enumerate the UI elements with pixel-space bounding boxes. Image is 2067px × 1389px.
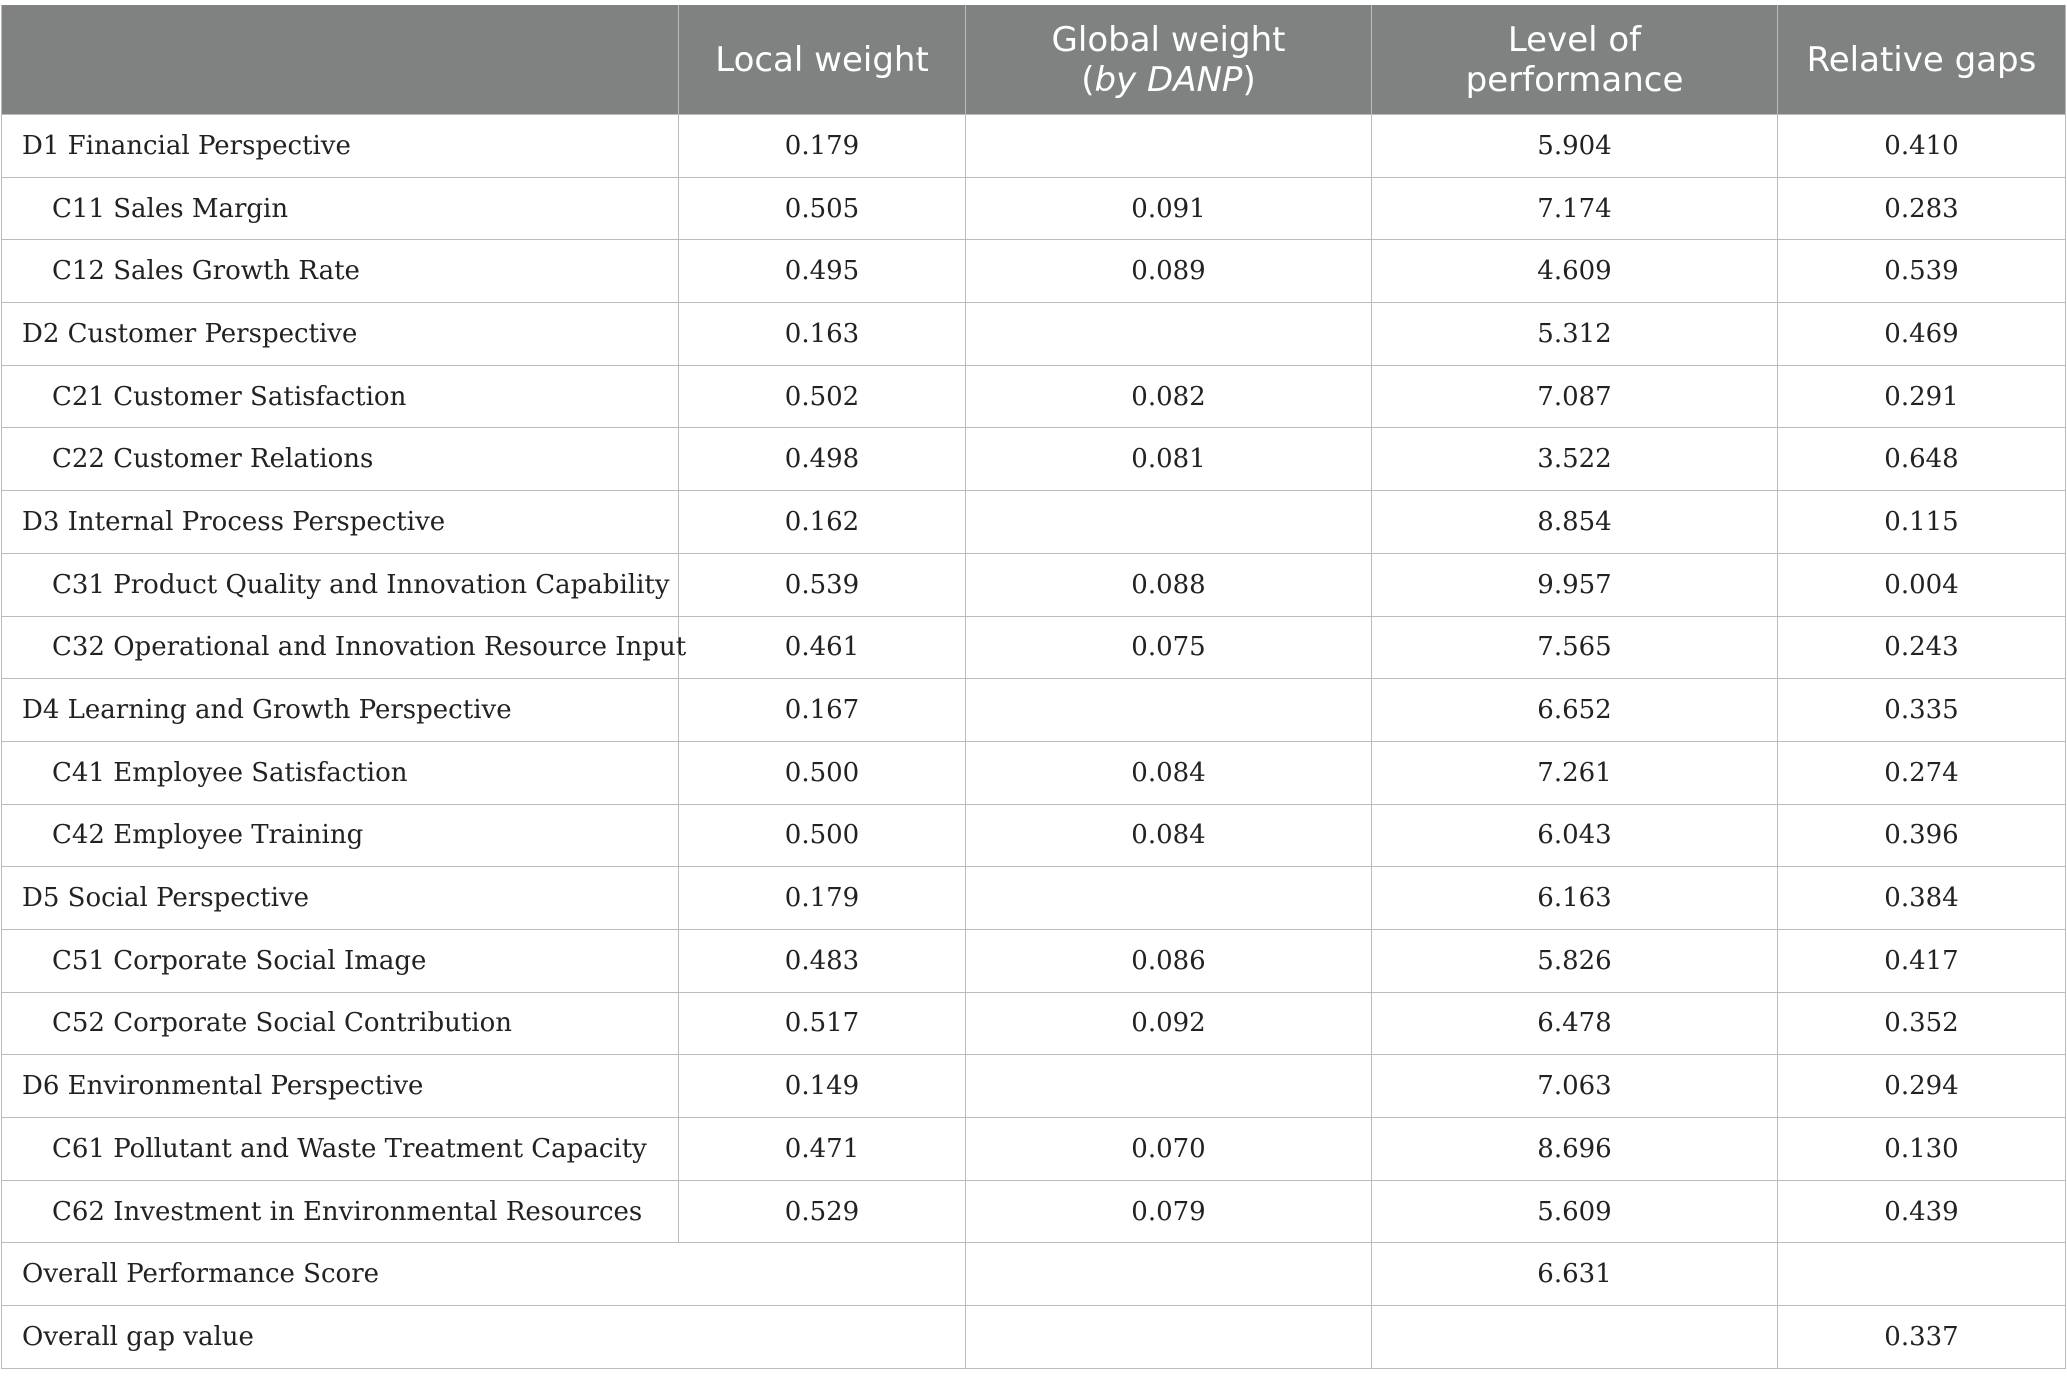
overall-score-gap-empty xyxy=(1778,1243,2066,1306)
row-label: C52 Corporate Social Contribution xyxy=(2,992,679,1055)
level-value: 3.522 xyxy=(1372,428,1778,491)
local-value: 0.502 xyxy=(679,365,966,428)
local-value: 0.162 xyxy=(679,491,966,554)
local-value: 0.517 xyxy=(679,992,966,1055)
header-global-weight-line1: Global weight xyxy=(1051,19,1286,60)
level-value: 7.063 xyxy=(1372,1055,1778,1118)
global-value xyxy=(966,679,1372,742)
header-blank-cell xyxy=(2,5,679,115)
level-value: 7.261 xyxy=(1372,741,1778,804)
table-body xyxy=(2,115,2066,1369)
global-value: 0.091 xyxy=(966,177,1372,240)
overall-score-global-empty xyxy=(966,1243,1372,1306)
header-relative-gaps xyxy=(1778,5,2066,115)
local-value: 0.500 xyxy=(679,804,966,867)
row-label: C31 Product Quality and Innovation Capability xyxy=(2,553,679,616)
global-value xyxy=(966,1055,1372,1118)
criterion-row xyxy=(2,1180,2066,1243)
criterion-row xyxy=(2,616,2066,679)
local-value: 0.483 xyxy=(679,929,966,992)
global-value: 0.070 xyxy=(966,1118,1372,1181)
level-value: 4.609 xyxy=(1372,240,1778,303)
local-value: 0.179 xyxy=(679,115,966,178)
gap-value: 0.283 xyxy=(1778,177,2066,240)
dimension-row xyxy=(2,491,2066,554)
gap-value: 0.384 xyxy=(1778,867,2066,930)
header-level-of-performance xyxy=(1372,5,1778,115)
level-value: 8.854 xyxy=(1372,491,1778,554)
row-label: C61 Pollutant and Waste Treatment Capacity xyxy=(2,1118,679,1181)
criterion-row xyxy=(2,177,2066,240)
overall-gap-level-empty xyxy=(1372,1306,1778,1369)
overall-gap-label: Overall gap value xyxy=(2,1306,679,1369)
local-value: 0.539 xyxy=(679,553,966,616)
level-value: 5.609 xyxy=(1372,1180,1778,1243)
gap-value: 0.439 xyxy=(1778,1180,2066,1243)
overall-gap-row xyxy=(2,1306,2066,1369)
row-label: C42 Employee Training xyxy=(2,804,679,867)
global-value: 0.084 xyxy=(966,741,1372,804)
level-value: 6.652 xyxy=(1372,679,1778,742)
gap-value: 0.130 xyxy=(1778,1118,2066,1181)
level-value: 6.163 xyxy=(1372,867,1778,930)
gap-value: 0.410 xyxy=(1778,115,2066,178)
criterion-row xyxy=(2,553,2066,616)
level-value: 6.043 xyxy=(1372,804,1778,867)
row-label: C12 Sales Growth Rate xyxy=(2,240,679,303)
header-local-weight xyxy=(679,5,966,115)
row-label: C22 Customer Relations xyxy=(2,428,679,491)
global-value: 0.088 xyxy=(966,553,1372,616)
dimension-row xyxy=(2,115,2066,178)
local-value: 0.179 xyxy=(679,867,966,930)
gap-value: 0.352 xyxy=(1778,992,2066,1055)
gap-value: 0.004 xyxy=(1778,553,2066,616)
level-value: 7.565 xyxy=(1372,616,1778,679)
local-value: 0.529 xyxy=(679,1180,966,1243)
row-label: C51 Corporate Social Image xyxy=(2,929,679,992)
criterion-row xyxy=(2,992,2066,1055)
global-value: 0.086 xyxy=(966,929,1372,992)
local-value: 0.163 xyxy=(679,303,966,366)
global-value xyxy=(966,115,1372,178)
local-value: 0.167 xyxy=(679,679,966,742)
header-local-weight-text: Local weight xyxy=(715,39,929,80)
gap-value: 0.417 xyxy=(1778,929,2066,992)
row-label: D3 Internal Process Perspective xyxy=(2,491,679,554)
gap-value: 0.396 xyxy=(1778,804,2066,867)
header-level-line1: Level of xyxy=(1507,19,1642,60)
gap-value: 0.291 xyxy=(1778,365,2066,428)
overall-gap-value: 0.337 xyxy=(1778,1306,2066,1369)
level-value: 7.087 xyxy=(1372,365,1778,428)
header-global-open-paren: ( xyxy=(1081,59,1095,100)
row-label: C11 Sales Margin xyxy=(2,177,679,240)
row-label: D1 Financial Perspective xyxy=(2,115,679,178)
local-value: 0.498 xyxy=(679,428,966,491)
row-label: D5 Social Perspective xyxy=(2,867,679,930)
local-value: 0.495 xyxy=(679,240,966,303)
level-value: 9.957 xyxy=(1372,553,1778,616)
row-label: C62 Investment in Environmental Resources xyxy=(2,1180,679,1243)
gap-value: 0.115 xyxy=(1778,491,2066,554)
criterion-row xyxy=(2,1118,2066,1181)
dimension-row xyxy=(2,1055,2066,1118)
level-value: 8.696 xyxy=(1372,1118,1778,1181)
global-value xyxy=(966,303,1372,366)
header-level-line2: performance xyxy=(1465,59,1684,100)
results-table-container xyxy=(1,5,2065,1369)
level-value: 5.904 xyxy=(1372,115,1778,178)
overall-gap-local-empty xyxy=(679,1306,966,1369)
dimension-row xyxy=(2,679,2066,742)
row-label: C32 Operational and Innovation Resource Input xyxy=(2,616,679,679)
row-label: C41 Employee Satisfaction xyxy=(2,741,679,804)
row-label: D6 Environmental Perspective xyxy=(2,1055,679,1118)
performance-table xyxy=(1,5,2066,1369)
dimension-row xyxy=(2,867,2066,930)
header-relative-gaps-text: Relative gaps xyxy=(1806,39,2037,80)
gap-value: 0.539 xyxy=(1778,240,2066,303)
gap-value: 0.648 xyxy=(1778,428,2066,491)
global-value: 0.075 xyxy=(966,616,1372,679)
gap-value: 0.469 xyxy=(1778,303,2066,366)
overall-score-local-empty xyxy=(679,1243,966,1306)
level-value: 6.478 xyxy=(1372,992,1778,1055)
dimension-row xyxy=(2,303,2066,366)
local-value: 0.505 xyxy=(679,177,966,240)
local-value: 0.471 xyxy=(679,1118,966,1181)
overall-gap-global-empty xyxy=(966,1306,1372,1369)
header-global-close-paren: ) xyxy=(1242,59,1256,100)
table-header xyxy=(2,5,2066,115)
global-value: 0.079 xyxy=(966,1180,1372,1243)
global-value: 0.082 xyxy=(966,365,1372,428)
criterion-row xyxy=(2,929,2066,992)
level-value: 5.826 xyxy=(1372,929,1778,992)
overall-score-label: Overall Performance Score xyxy=(2,1243,679,1306)
criterion-row xyxy=(2,240,2066,303)
global-value xyxy=(966,867,1372,930)
criterion-row xyxy=(2,741,2066,804)
header-row xyxy=(2,5,2066,115)
header-global-weight-method: by DANP xyxy=(1094,59,1243,100)
local-value: 0.500 xyxy=(679,741,966,804)
overall-score-row xyxy=(2,1243,2066,1306)
global-value: 0.081 xyxy=(966,428,1372,491)
gap-value: 0.243 xyxy=(1778,616,2066,679)
local-value: 0.149 xyxy=(679,1055,966,1118)
row-label: D4 Learning and Growth Perspective xyxy=(2,679,679,742)
criterion-row xyxy=(2,428,2066,491)
global-value: 0.084 xyxy=(966,804,1372,867)
global-value xyxy=(966,491,1372,554)
global-value: 0.092 xyxy=(966,992,1372,1055)
row-label: D2 Customer Perspective xyxy=(2,303,679,366)
row-label: C21 Customer Satisfaction xyxy=(2,365,679,428)
gap-value: 0.335 xyxy=(1778,679,2066,742)
gap-value: 0.274 xyxy=(1778,741,2066,804)
gap-value: 0.294 xyxy=(1778,1055,2066,1118)
criterion-row xyxy=(2,804,2066,867)
level-value: 7.174 xyxy=(1372,177,1778,240)
header-global-weight xyxy=(966,5,1372,115)
overall-score-level-value: 6.631 xyxy=(1372,1243,1778,1306)
level-value: 5.312 xyxy=(1372,303,1778,366)
local-value: 0.461 xyxy=(679,616,966,679)
global-value: 0.089 xyxy=(966,240,1372,303)
criterion-row xyxy=(2,365,2066,428)
